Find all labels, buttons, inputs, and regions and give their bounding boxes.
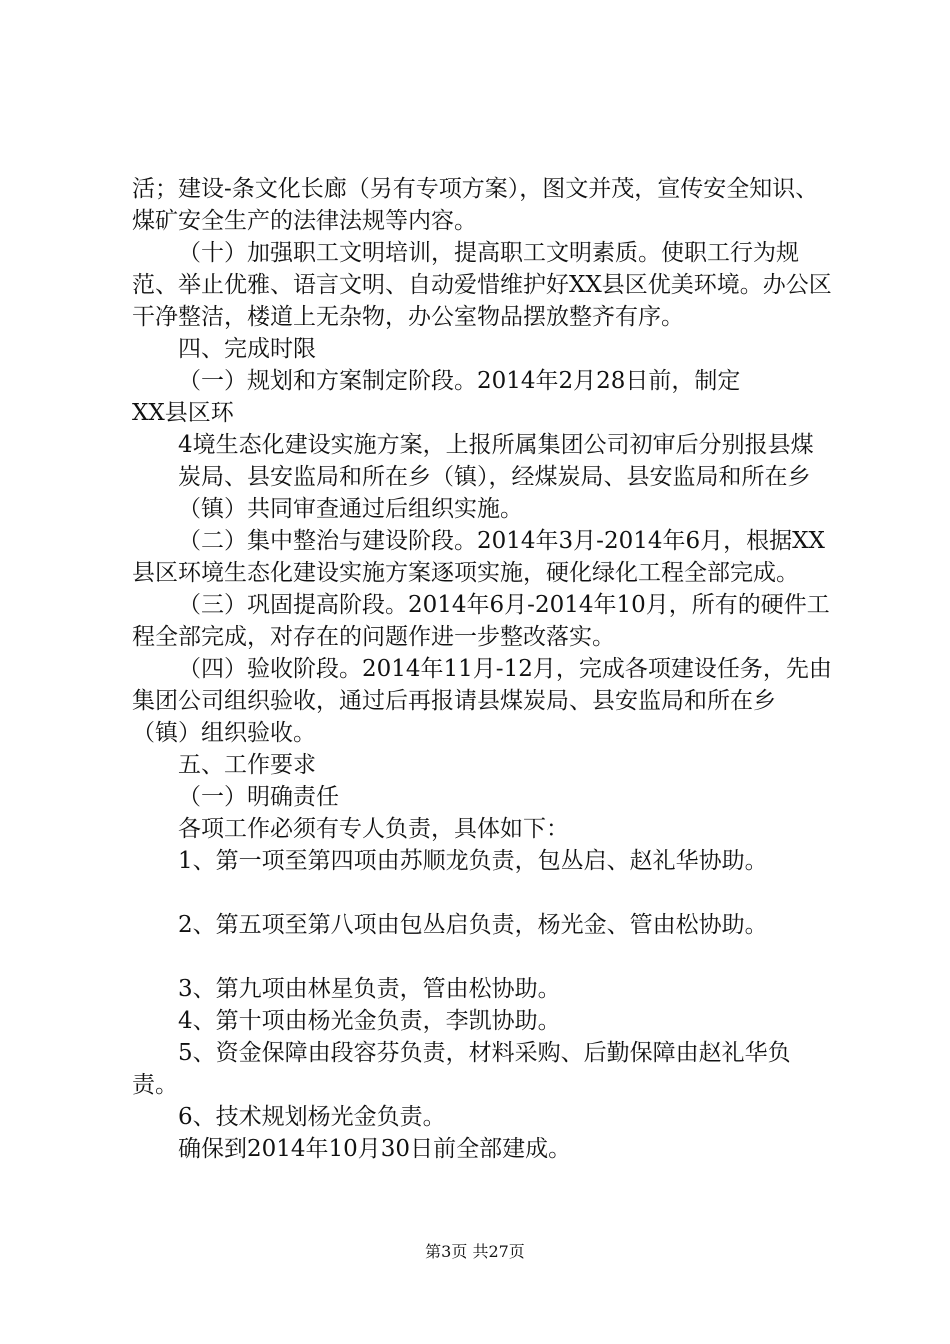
list-item-6: 6、技术规划杨光金负责。 [178,1104,446,1130]
paragraph-stage-4: （四）验收阶段。2014年11月-12月，完成各项建设任务，先由集团公司组织验收，通过后再报请县煤炭局、县安监局和所在乡（镇）组织验收。 [132,656,832,746]
section-heading-requirements: 五、工作要求 [178,752,316,778]
paragraph-item-10: （十）加强职工文明培训，提高职工文明素质。使职工行为规范、举止优雅、语言文明、自动爱惜维护好XX县区优美环境。办公区干净整洁，楼道上无杂物，办公室物品摆放整齐有序。 [132,240,832,330]
page-footer: 第3页 共27页 [425,1242,525,1261]
list-item-4: 4、第十项由杨光金负责，李凯协助。 [178,1008,561,1034]
paragraph-continuation: 活；建设-条文化长廊（另有专项方案），图文并茂，宣传安全知识、煤矿安全生产的法律法规等内容。 [132,176,819,234]
list-item-3: 3、第九项由林星负责，管由松协助。 [178,976,561,1002]
subheading-responsibility: （一）明确责任 [178,784,339,810]
section-heading-deadline: 四、完成时限 [178,336,316,362]
paragraph-stage-2: （二）集中整治与建设阶段。2014年3月-2014年6月，根据XX县区环境生态化建设实施方案逐项实施，硬化绿化工程全部完成。 [132,528,825,586]
list-item-5: 5、资金保障由段容芬负责，材料采购、后勤保障由赵礼华负责。 [132,1040,791,1098]
paragraph-stage-1-detail: 4境生态化建设实施方案，上报所属集团公司初审后分别报县煤炭局、县安监局和所在乡（镇），经煤炭局、县安监局和所在乡（镇）共同审查通过后组织实施。 [178,432,814,522]
paragraph-stage-3: （三）巩固提高阶段。2014年6月-2014年10月，所有的硬件工程全部完成，对存在的问题作进一步整改落实。 [132,592,830,650]
document-body [132,173,832,1165]
paragraph-responsibility-intro: 各项工作必须有专人负责，具体如下： [178,816,569,842]
list-item-1: 1、第一项至第四项由苏顺龙负责，包丛启、赵礼华协助。 [178,848,768,874]
paragraph-completion: 确保到2014年10月30日前全部建成。 [178,1136,572,1162]
list-item-2: 2、第五项至第八项由包丛启负责，杨光金、管由松协助。 [178,912,768,938]
paragraph-stage-1-cont: XX县区环 [132,400,234,426]
paragraph-stage-1: （一）规划和方案制定阶段。2014年2月28日前，制定 [178,368,741,394]
